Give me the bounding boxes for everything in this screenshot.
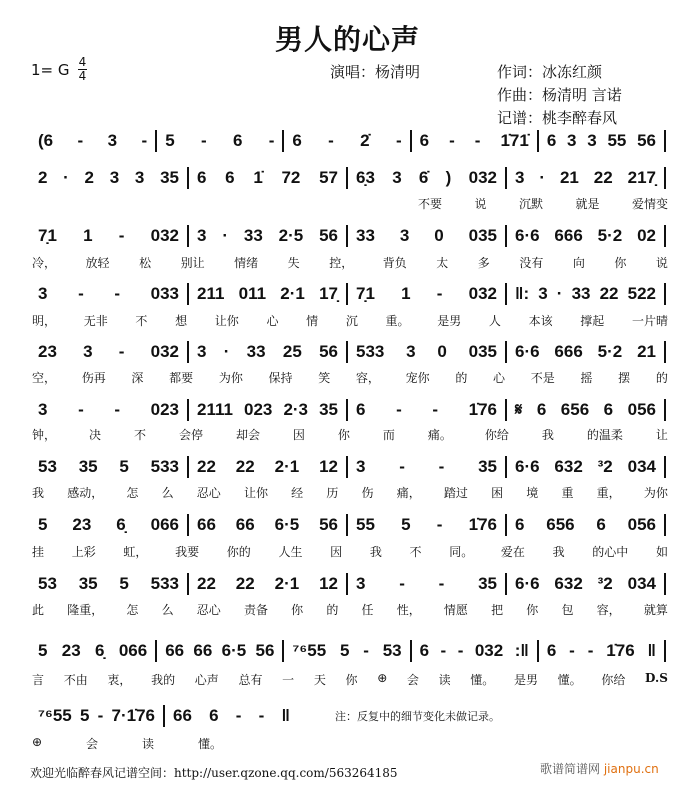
- lyricist: 作词：冰冻红颜: [497, 63, 603, 81]
- lyric: 撑起: [580, 314, 605, 328]
- lyric: 你: [614, 256, 627, 270]
- music-line: [30, 130, 666, 152]
- lyric: 的: [455, 371, 468, 385]
- lyric: 痛。: [427, 428, 452, 442]
- lyric: 松: [139, 256, 152, 270]
- lyric: 宠你: [405, 371, 430, 385]
- measure: 6 - - 1̇71̇: [419, 131, 529, 150]
- measure: 33 3 0 035: [356, 226, 497, 245]
- measure: 3 - - 35: [356, 457, 497, 476]
- music-line: [30, 399, 666, 421]
- lyric: 爱在: [500, 545, 525, 559]
- lyric: 说: [655, 256, 668, 270]
- lyric: 笑: [318, 371, 331, 385]
- meter-bottom: 4: [78, 69, 87, 83]
- lyric: 挂: [32, 545, 45, 559]
- measure: 3 - - 023: [38, 400, 179, 419]
- lyric: 怎: [126, 486, 139, 500]
- lyric: 让你: [214, 314, 239, 328]
- measure: 2 · 2 3 3 35: [38, 168, 179, 187]
- lyric: 怎: [126, 603, 139, 617]
- barline: [664, 514, 666, 536]
- lyrics-line: [32, 735, 222, 752]
- lyrics-line: [32, 543, 668, 560]
- lyrics-line: [32, 369, 668, 386]
- lyric: 我: [552, 545, 565, 559]
- lyric: 为你: [643, 486, 668, 500]
- barline: [664, 225, 666, 247]
- measure: 6 - - 1̇76: [356, 400, 497, 419]
- lyric: 境: [526, 486, 539, 500]
- lyric: 不: [135, 314, 148, 328]
- lyric: 你给: [484, 428, 509, 442]
- measure: 6·6 666 5·2 02: [515, 226, 656, 245]
- lyric: 都要: [169, 371, 194, 385]
- lyric: 爱情变: [631, 197, 668, 211]
- measure: 3 - - 033: [38, 284, 179, 303]
- lyric: 你给: [601, 673, 626, 687]
- lyrics-line: [418, 195, 668, 212]
- lyric: 读: [141, 737, 154, 751]
- lyric: 让你: [243, 486, 268, 500]
- measure: ⁷⁶55 5 - 7·1̇76: [38, 706, 155, 725]
- measure: 66 66 6·5 56: [197, 515, 338, 534]
- lyric: 经: [291, 486, 304, 500]
- measure: 6 - - 1̇76 ‖: [546, 641, 657, 660]
- lyric: D.S: [645, 671, 668, 685]
- lyrics-line: [32, 254, 668, 271]
- lyric: 我: [32, 486, 45, 500]
- lyric: 失: [287, 256, 300, 270]
- lyric: 沉: [345, 314, 358, 328]
- lyric: 的: [655, 371, 668, 385]
- lyric: 说: [474, 197, 487, 211]
- lyric: 任: [361, 603, 374, 617]
- lyric: 是男: [513, 673, 538, 687]
- lyric: ⊕: [32, 735, 43, 749]
- key-signature: 1= G: [31, 61, 70, 79]
- music-line: [30, 705, 298, 727]
- song-title: 男人的心声: [274, 23, 420, 56]
- lyric: 的温柔: [586, 428, 623, 442]
- lyric: 困: [491, 486, 504, 500]
- lyric: 不由: [63, 673, 88, 687]
- measure: 22 22 2·1 12: [197, 457, 338, 476]
- lyric: 包: [561, 603, 574, 617]
- lyric: 我: [541, 428, 554, 442]
- lyric: 你: [345, 673, 358, 687]
- lyric: 钟，: [32, 428, 57, 442]
- lyric: 我要: [175, 545, 200, 559]
- lyric: 把: [491, 603, 504, 617]
- watermark: [540, 760, 659, 777]
- measure: 2111 023 2·3 35: [197, 400, 338, 419]
- lyric: 摆: [618, 371, 631, 385]
- measure: 533 3 0 035: [356, 342, 497, 361]
- lyric: 我的: [151, 673, 176, 687]
- lyric: 为你: [218, 371, 243, 385]
- watermark-cn: 歌谱简谱网: [540, 762, 601, 776]
- composer: 作曲：杨清明 言诺: [497, 86, 622, 104]
- lyric: 如: [655, 545, 668, 559]
- lyric: 你: [337, 428, 350, 442]
- music-line: [30, 225, 666, 247]
- measure: 53 35 5 533: [38, 457, 179, 476]
- lyric: 让: [655, 428, 668, 442]
- measure: 3 · 33 25 56: [197, 342, 338, 361]
- transcriber: 记谱：桃李醉春风: [497, 109, 618, 127]
- lyric: 上彩: [71, 545, 96, 559]
- lyric: 懂。: [470, 673, 495, 687]
- lyric: 容，: [355, 371, 380, 385]
- lyric: 容，: [596, 603, 621, 617]
- lyric: 总有: [238, 673, 263, 687]
- barline: [664, 573, 666, 595]
- measure: 5 23 6̣ 066: [38, 641, 148, 660]
- lyric: 别让: [180, 256, 205, 270]
- lyric: 伤再: [81, 371, 106, 385]
- measure: 66 6 - - ‖: [173, 706, 290, 725]
- lyric: 感动，: [67, 486, 104, 500]
- measure: 3 · 21 22 217̣: [515, 168, 656, 187]
- lyrics-line: [32, 671, 668, 688]
- measure: 5 23 6̣ 066: [38, 515, 179, 534]
- measure: 23 3 - 032: [38, 342, 179, 361]
- music-line: [30, 573, 666, 595]
- lyric: 就算: [643, 603, 668, 617]
- watermark-en: jianpu.cn: [603, 762, 659, 776]
- music-line: [30, 167, 666, 189]
- lyric: 是男: [437, 314, 462, 328]
- lyric: 痛，: [396, 486, 421, 500]
- lyric: 深: [131, 371, 144, 385]
- transcription-note: 注：反复中的细节变化未做记录。: [335, 710, 500, 723]
- lyric: 沉默: [518, 197, 543, 211]
- lyric: 责备: [243, 603, 268, 617]
- lyric: 同。: [449, 545, 474, 559]
- lyric: 会: [406, 673, 419, 687]
- lyric: 多: [477, 256, 490, 270]
- lyric: 情: [306, 314, 319, 328]
- lyric: 就是: [575, 197, 600, 211]
- lyric: 性，: [396, 603, 421, 617]
- barline: [664, 399, 666, 421]
- lyric: 保持: [268, 371, 293, 385]
- barline: [664, 640, 666, 662]
- lyric: 一片晴: [631, 314, 668, 328]
- measure: ‖: 3 · 33 22 522: [515, 284, 656, 303]
- measure: 3 - - 35: [356, 574, 497, 593]
- measure: 6 3 3 55 56: [546, 131, 657, 150]
- lyrics-line: [32, 312, 668, 329]
- music-line: [30, 341, 666, 363]
- barline: [664, 130, 666, 152]
- meter-top: 4: [78, 55, 87, 69]
- lyric: 想: [175, 314, 188, 328]
- lyric: 天: [313, 673, 326, 687]
- lyric: 心声: [194, 673, 219, 687]
- measure: 22 22 2·1 12: [197, 574, 338, 593]
- barline: [664, 456, 666, 478]
- lyric: 心: [493, 371, 506, 385]
- measure: 6 6 1̇ 72 57: [197, 168, 338, 187]
- music-line: [30, 283, 666, 305]
- lyrics-line: [32, 484, 668, 501]
- measure: 5 - 6 -: [165, 131, 275, 150]
- lyric: 不是: [530, 371, 555, 385]
- measure: 6·6 666 5·2 21: [515, 342, 656, 361]
- measure: 6·6 632 ³2 034: [515, 457, 656, 476]
- lyric: ⊕: [377, 671, 388, 685]
- measure: 66 66 6·5 56: [165, 641, 275, 660]
- measure: 7̣1 1 - 032: [356, 284, 497, 303]
- measure: 6̣3 3 6̇ ) 032: [356, 168, 497, 187]
- measure: 211 011 2·1 17̣: [197, 284, 338, 303]
- lyric: 情愿: [443, 603, 468, 617]
- music-line: [30, 456, 666, 478]
- measure: 6 - - 032 :‖: [419, 641, 529, 660]
- lyric: 读: [438, 673, 451, 687]
- lyric: 重: [561, 486, 574, 500]
- lyric: 伤: [361, 486, 374, 500]
- lyric: 情绪: [234, 256, 259, 270]
- barline: [664, 283, 666, 305]
- lyric: 么: [161, 603, 174, 617]
- lyric: 么: [161, 486, 174, 500]
- singer: 演唱：杨清明: [330, 63, 421, 81]
- lyric: 此: [32, 603, 45, 617]
- lyric: 因: [330, 545, 343, 559]
- measure: 6 - 2̇ -: [292, 131, 402, 150]
- lyric: 明，: [32, 314, 57, 328]
- lyric: 踏过: [443, 486, 468, 500]
- lyric: 而: [382, 428, 395, 442]
- lyric: 无非: [83, 314, 108, 328]
- measure: 53 35 5 533: [38, 574, 179, 593]
- lyric: 太: [436, 256, 449, 270]
- lyric: 重，: [596, 486, 621, 500]
- lyrics-line: [32, 426, 668, 443]
- lyric: 控，: [329, 256, 354, 270]
- lyrics-line: [32, 601, 668, 618]
- lyric: 你的: [226, 545, 251, 559]
- lyric: 不: [409, 545, 422, 559]
- barline: [664, 167, 666, 189]
- lyric: 不: [133, 428, 146, 442]
- measure: ⁷⁶55 5 - 53: [292, 641, 402, 660]
- lyric: 历: [326, 486, 339, 500]
- lyric: 放轻: [85, 256, 110, 270]
- lyric: 的心中: [592, 545, 629, 559]
- lyric: 我: [369, 545, 382, 559]
- lyric: 一: [282, 673, 295, 687]
- measure: 55 5 - 1̇76: [356, 515, 497, 534]
- music-line: [30, 640, 666, 662]
- lyric: 心: [266, 314, 279, 328]
- lyric: 背负: [382, 256, 407, 270]
- lyric: 懂。: [197, 737, 222, 751]
- lyric: 衷，: [107, 673, 132, 687]
- lyric: 虹，: [123, 545, 148, 559]
- lyric: 隆重，: [67, 603, 104, 617]
- lyric: 向: [572, 256, 585, 270]
- barline: [664, 341, 666, 363]
- measure: 7̣1 1 - 032: [38, 226, 179, 245]
- lyric: 言: [32, 673, 45, 687]
- lyric: 忍心: [196, 486, 221, 500]
- lyric: 会: [86, 737, 99, 751]
- lyric: 懂。: [557, 673, 582, 687]
- lyric: 空，: [32, 371, 57, 385]
- lyric: 人生: [278, 545, 303, 559]
- lyric: 冷，: [32, 256, 57, 270]
- lyric: 决: [88, 428, 101, 442]
- measure: 6 656 6 056: [515, 515, 656, 534]
- lyric: 忍心: [196, 603, 221, 617]
- lyric: 本该: [528, 314, 553, 328]
- lyric: 因: [292, 428, 305, 442]
- measure: (6 - 3 -: [38, 131, 148, 150]
- lyric: 不要: [418, 197, 443, 211]
- measure: 𝄋 6 656 6 056: [515, 400, 656, 419]
- lyric: 你: [526, 603, 539, 617]
- lyric: 你: [291, 603, 304, 617]
- measure: 6·6 632 ³2 034: [515, 574, 656, 593]
- music-line: [30, 514, 666, 536]
- lyric: 摇: [580, 371, 593, 385]
- lyric: 重。: [385, 314, 410, 328]
- lyric: 的: [326, 603, 339, 617]
- footer-text: 欢迎光临醉春风记谱空间：http://user.qzone.qq.com/563264185: [30, 766, 398, 780]
- lyric: 却会: [235, 428, 260, 442]
- measure: 3 · 33 2·5 56: [197, 226, 338, 245]
- time-signature: [78, 57, 87, 82]
- lyric: 会停: [178, 428, 203, 442]
- lyric: 没有: [519, 256, 544, 270]
- lyric: 人: [488, 314, 501, 328]
